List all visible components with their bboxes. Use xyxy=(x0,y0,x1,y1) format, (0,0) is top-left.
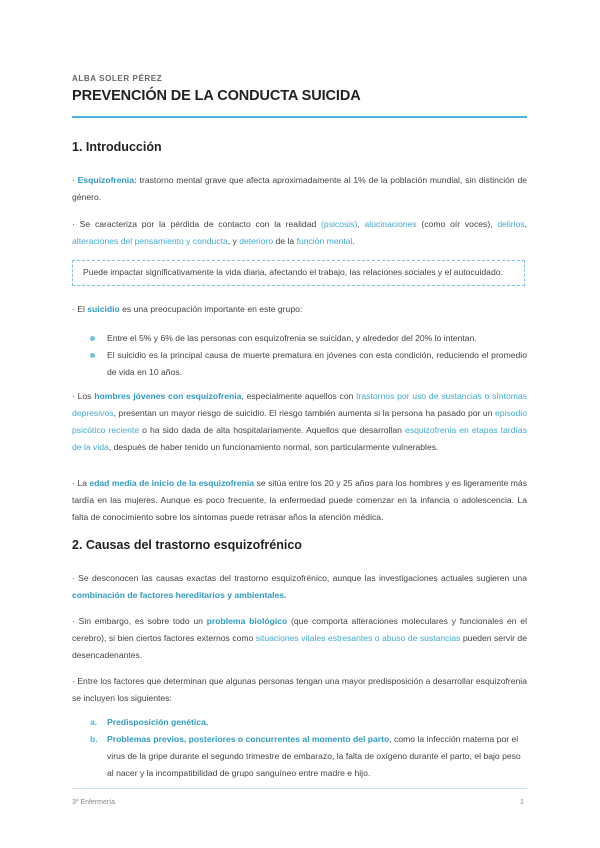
footer-divider xyxy=(72,788,527,789)
author-name: ALBA SOLER PÉREZ xyxy=(72,74,163,83)
statistics-list xyxy=(72,330,527,381)
highlight-box xyxy=(72,260,525,286)
intro-paragraph-2: · Se caracteriza por la pérdida de contacto con la realidad (psicosis), alucinaciones (como oír voces), delirios, alteraciones del pensamiento y conducta, y deterioro de la función mental. xyxy=(72,219,527,246)
section-1-heading: 1. Introducción xyxy=(72,140,162,154)
highlight-box-text: Puede impactar significativamente la vida diaria, afectando el trabajo, las relaciones sociales y el autocuidado. xyxy=(83,267,503,277)
list-item: a. Predisposición genética. xyxy=(90,717,209,727)
list-item: Entre el 5% y 6% de las personas con esquizofrenia se suicidan, y alrededor del 20% lo intentan. xyxy=(72,330,527,347)
footer-course: 3º Enfermería xyxy=(72,799,116,806)
title-divider xyxy=(72,116,527,118)
intro-paragraph-5: · La edad media de inicio de la esquizofrenia se sitúa entre los 20 y 25 años para los hombres y es ligeramente más tardía en las mujeres. Aunque es poco frecuente, la enfermedad puede comenzar en la infancia o adolescencia. La falta de conocimiento sobre los síntomas puede retrasar años la atención médica. xyxy=(72,478,528,522)
causes-paragraph-3: · Entre los factores que determinan que algunas personas tengan una mayor predisposición a desarrollar esquizofrenia se incluyen los siguientes: xyxy=(72,676,527,703)
intro-paragraph-4: · Los hombres jóvenes con esquizofrenia, especialmente aquellos con trastornos por uso de sustancias o síntomas depresivos, presentan un mayor riesgo de suicidio. El riesgo también aumenta si la persona ha pasado por un episodio psicótico reciente o ha sido dada de alta hospitalariamente. Aquellos que desarrollan esquizofrenia en etapas tardías de la vida, después de haber tenido un funcionamiento normal, son particularmente vulnerables. xyxy=(72,391,527,452)
factors-list xyxy=(72,714,527,782)
bullet-icon xyxy=(90,353,95,358)
bullet-icon xyxy=(90,336,95,341)
list-item: El suicidio es la principal causa de muerte prematura en jóvenes con esta condición, reduciendo el promedio de vida en 10 años. xyxy=(72,347,527,381)
section-2-heading: 2. Causas del trastorno esquizofrénico xyxy=(72,538,302,552)
intro-paragraph-1: · Esquizofrenia: trastorno mental grave que afecta aproximadamente al 1% de la población mundial, sin distinción de género. xyxy=(72,175,527,202)
document-title: PREVENCIÓN DE LA CONDUCTA SUICIDA xyxy=(72,88,361,104)
page-number: 1 xyxy=(520,799,524,806)
term-esquizofrenia: Esquizofrenia: xyxy=(77,175,137,185)
list-item: b. Problemas previos, posteriores o concurrentes al momento del parto, como la infección materna por el virus de la gripe durante el segundo trimestre de embarazo, la falta de oxígeno durante el parto, el bajo peso al nacer y la incompatibilidad de grupo sanguíneo entre madre e hijo. xyxy=(90,734,521,778)
causes-paragraph-2: · Sin embargo, es sobre todo un problema biológico (que comporta alteraciones moleculares y funcionales en el cerebro), si bien ciertos factores externos como situaciones vitales estresantes o abuso de sustancias pueden servir de desencadenantes. xyxy=(72,616,527,660)
causes-paragraph-1: · Se desconocen las causas exactas del trastorno esquizofrénico, aunque las investigaciones actuales sugieren una combinación de factores hereditarios y ambientales. xyxy=(72,573,527,600)
term-suicidio: suicidio xyxy=(87,304,120,314)
intro-paragraph-3: · El suicidio es una preocupación importante en este grupo: xyxy=(72,304,303,314)
